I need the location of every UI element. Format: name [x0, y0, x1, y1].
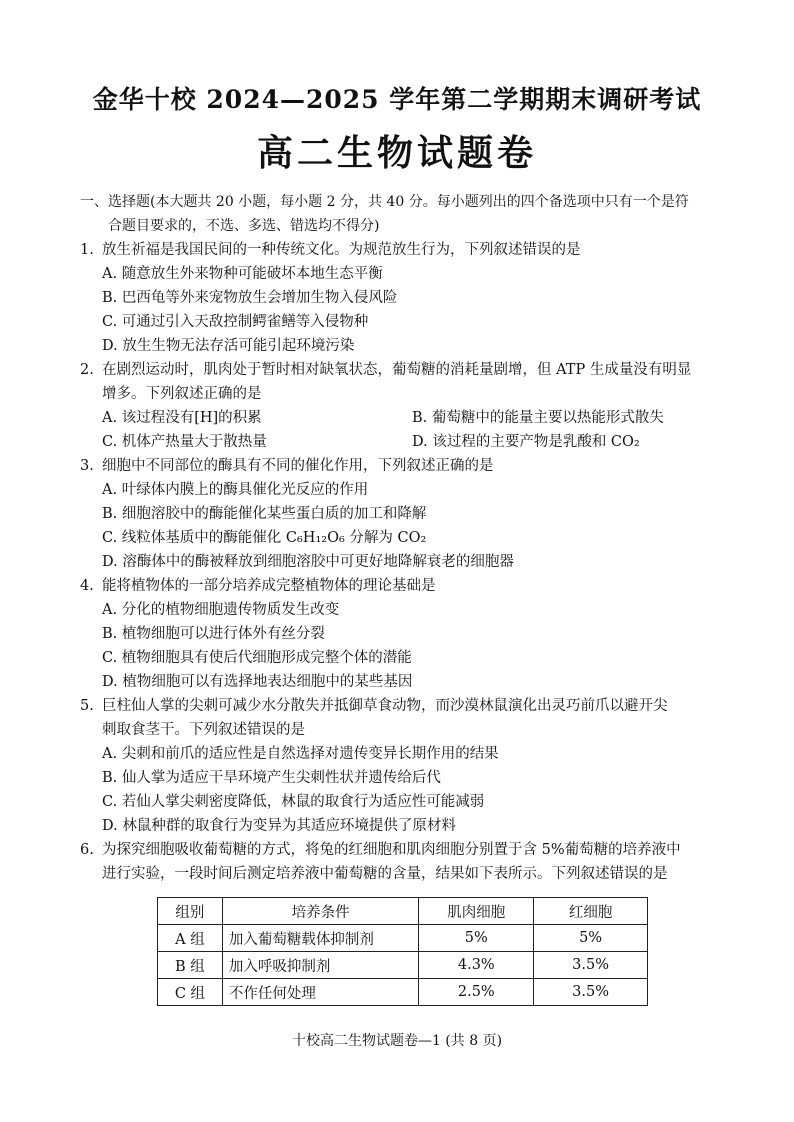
question-4-option-c: C. 植物细胞具有使后代细胞形成完整个体的潜能 [102, 650, 412, 666]
question-5-option-b: B. 仙人掌为适应干旱环境产生尖刺性状并遗传给后代 [102, 770, 441, 786]
question-6-stem [80, 838, 730, 862]
question-2-option-a: A. 该过程没有[H]的积累 [102, 410, 262, 426]
table-header: 红细胞 [534, 898, 648, 925]
question-5-option-a: A. 尖刺和前爪的适应性是自然选择对遗传变异长期作用的结果 [102, 746, 499, 762]
question-1-option-a: A. 随意放生外来物种可能破坏本地生态平衡 [102, 266, 383, 282]
table-header: 培养条件 [222, 898, 419, 925]
question-3-option-b: B. 细胞溶胶中的酶能催化某些蛋白质的加工和降解 [102, 506, 427, 522]
paper-subtitle: 高二生物试题卷 [256, 132, 537, 174]
question-4-stem [80, 574, 730, 598]
question-text: 为探究细胞吸收葡萄糖的方式，将兔的红细胞和肌肉细胞分别置于含 5%葡萄糖的培养液中 [102, 842, 681, 858]
question-1-option-d: D. 放生生物无法存活可能引起环境污染 [102, 338, 355, 354]
table-cell: 5% [534, 925, 648, 952]
table-cell: A 组 [158, 925, 223, 952]
table-row [158, 979, 648, 1006]
question-1-option-b: B. 巴西龟等外来宠物放生会增加生物入侵风险 [102, 290, 398, 306]
question-6-stem-cont: 进行实验，一段时间后测定培养液中葡萄糖的含量，结果如下表所示。下列叙述错误的是 [102, 866, 668, 882]
table-cell: 5% [419, 925, 534, 952]
table-header: 组别 [158, 898, 223, 925]
question-number: 6. [80, 842, 94, 858]
question-5-option-d: D. 林鼠种群的取食行为变异为其适应环境提供了原材料 [102, 818, 456, 834]
question-4-option-d: D. 植物细胞可以有选择地表达细胞中的某些基因 [102, 674, 413, 690]
question-2-options-row1 [80, 406, 730, 430]
question-content [80, 190, 730, 886]
table-cell: 不作任何处理 [222, 979, 419, 1006]
question-2-options-row2 [80, 430, 730, 454]
question-text: 巨柱仙人掌的尖刺可减少水分散失并抵御草食动物，而沙漠林鼠演化出灵巧前爪以避开尖 [102, 698, 668, 714]
table-cell: 2.5% [419, 979, 534, 1006]
table-cell: 加入葡萄糖载体抑制剂 [222, 925, 419, 952]
question-number: 1. [80, 242, 94, 258]
question-3-option-d: D. 溶酶体中的酶被释放到细胞溶胶中可更好地降解衰老的细胞器 [102, 554, 514, 570]
section-instructions-line1: 一、选择题(本大题共 20 小题，每小题 2 分，共 40 分。每小题列出的四个备选项中只有一个是符 [80, 194, 689, 210]
question-number: 5. [80, 698, 94, 714]
table-cell: B 组 [158, 952, 223, 979]
table-cell: 3.5% [534, 952, 648, 979]
table-header: 肌肉细胞 [419, 898, 534, 925]
table-cell: 加入呼吸抑制剂 [222, 952, 419, 979]
table-cell: 3.5% [534, 979, 648, 1006]
question-4-option-b: B. 植物细胞可以进行体外有丝分裂 [102, 626, 325, 642]
question-number: 2. [80, 362, 94, 378]
table-header-row [158, 898, 648, 925]
page-footer: 十校高二生物试题卷—1 (共 8 页) [291, 1033, 503, 1049]
table-row [158, 925, 648, 952]
question-text: 细胞中不同部位的酶具有不同的催化作用，下列叙述正确的是 [102, 458, 494, 474]
results-table [157, 897, 648, 1006]
exam-title: 金华十校 2024—2025 学年第二学期期末调研考试 [92, 85, 702, 114]
table-cell: C 组 [158, 979, 223, 1006]
question-1-option-c: C. 可通过引入天敌控制鳄雀鳝等入侵物种 [102, 314, 369, 330]
section-instructions-line2: 合题目要求的，不选、多选、错选均不得分) [108, 218, 380, 234]
question-text: 在剧烈运动时，肌肉处于暂时相对缺氧状态，葡萄糖的消耗量剧增，但 ATP 生成量没有明显 [102, 362, 692, 378]
question-1-stem [80, 238, 730, 262]
question-2-option-b: B. 葡萄糖中的能量主要以热能形式散失 [412, 410, 664, 426]
question-4-option-a: A. 分化的植物细胞遗传物质发生改变 [102, 602, 340, 618]
question-number: 3. [80, 458, 94, 474]
question-2-stem [80, 358, 730, 382]
question-text: 放生祈福是我国民间的一种传统文化。为规范放生行为，下列叙述错误的是 [102, 242, 581, 258]
question-5-stem-cont: 刺取食茎干。下列叙述错误的是 [102, 722, 305, 738]
question-5-stem [80, 694, 730, 718]
question-5-option-c: C. 若仙人掌尖刺密度降低，林鼠的取食行为适应性可能减弱 [102, 794, 485, 810]
table-row [158, 952, 648, 979]
question-3-option-a: A. 叶绿体内膜上的酶具催化光反应的作用 [102, 482, 369, 498]
question-number: 4. [80, 578, 94, 594]
question-3-stem [80, 454, 730, 478]
question-3-option-c: C. 线粒体基质中的酶能催化 C₆H₁₂O₆ 分解为 CO₂ [102, 530, 427, 546]
question-2-option-c: C. 机体产热量大于散热量 [102, 434, 267, 450]
table-cell: 4.3% [419, 952, 534, 979]
question-2-stem-cont: 增多。下列叙述正确的是 [102, 386, 262, 402]
question-2-option-d: D. 该过程的主要产物是乳酸和 CO₂ [412, 434, 640, 450]
question-text: 能将植物体的一部分培养成完整植物体的理论基础是 [102, 578, 436, 594]
